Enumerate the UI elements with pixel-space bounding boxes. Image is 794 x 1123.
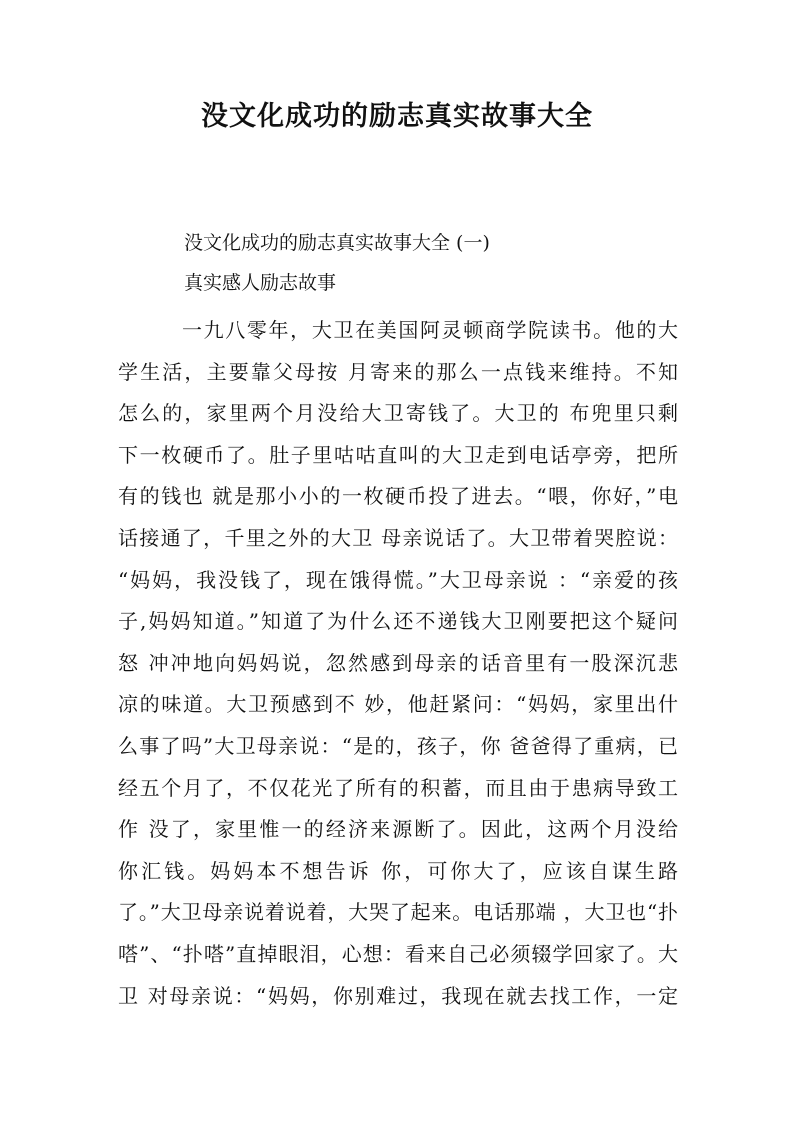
body-line: 了。”大卫母亲说着说着，大哭了起来。电话那端 ，大卫也“扑: [118, 900, 678, 925]
body-line: 么事了吗”大卫母亲说：“是的，孩子，你 爸爸得了重病，已: [118, 733, 678, 758]
body-line: 嗒”、“扑嗒”直掉眼泪，心想：看来自己必须辍学回家了。大: [118, 941, 678, 966]
document-title: 没文化成功的励志真实故事大全: [201, 101, 593, 132]
body-line: 你汇钱。妈妈本不想告诉 你，可你大了，应该自谋生路: [118, 858, 678, 883]
body-line: 子,妈妈知道。”知道了为什么还不递钱大卫刚要把这个疑问: [118, 609, 678, 634]
story-title: 真实感人励志故事: [184, 272, 337, 294]
body-line: 凉的味道。大卫预感到不 妙，他赶紧问：“妈妈，家里出什: [118, 692, 678, 717]
body-line: 作 没了，家里惟一的经济来源断了。因此，这两个月没给: [118, 817, 678, 842]
body-line: 有的钱也 就是那小小的一枚硬币投了进去。“喂，你好，”电: [118, 484, 678, 509]
body-line: “妈妈，我没钱了，现在饿得慌。”大卫母亲说 ：“亲爱的孩: [118, 567, 678, 592]
body-line: 卫 对母亲说：“妈妈，你别难过，我现在就去找工作，一定: [118, 983, 678, 1008]
body-line: 一九八零年，大卫在美国阿灵顿商学院读书。他的大: [182, 318, 678, 342]
body-line: 下一枚硬币了。肚子里咕咕直叫的大卫走到电话亭旁，把所: [118, 442, 678, 467]
section-heading: 没文化成功的励志真实故事大全 (一): [184, 232, 490, 254]
body-line: 话接通了，千里之外的大卫 母亲说话了。大卫带着哭腔说：: [118, 525, 678, 550]
body-line: 经五个月了，不仅花光了所有的积蓄，而且由于患病导致工: [118, 775, 678, 800]
body-line: 怎么的，家里两个月没给大卫寄钱了。大卫的 布兜里只剩: [118, 401, 678, 426]
body-line: 学生活，主要靠父母按 月寄来的那么一点钱来维持。不知: [118, 359, 678, 384]
body-line: 怒 冲冲地向妈妈说，忽然感到母亲的话音里有一股深沉悲: [118, 650, 678, 675]
story-body: [118, 310, 678, 1017]
